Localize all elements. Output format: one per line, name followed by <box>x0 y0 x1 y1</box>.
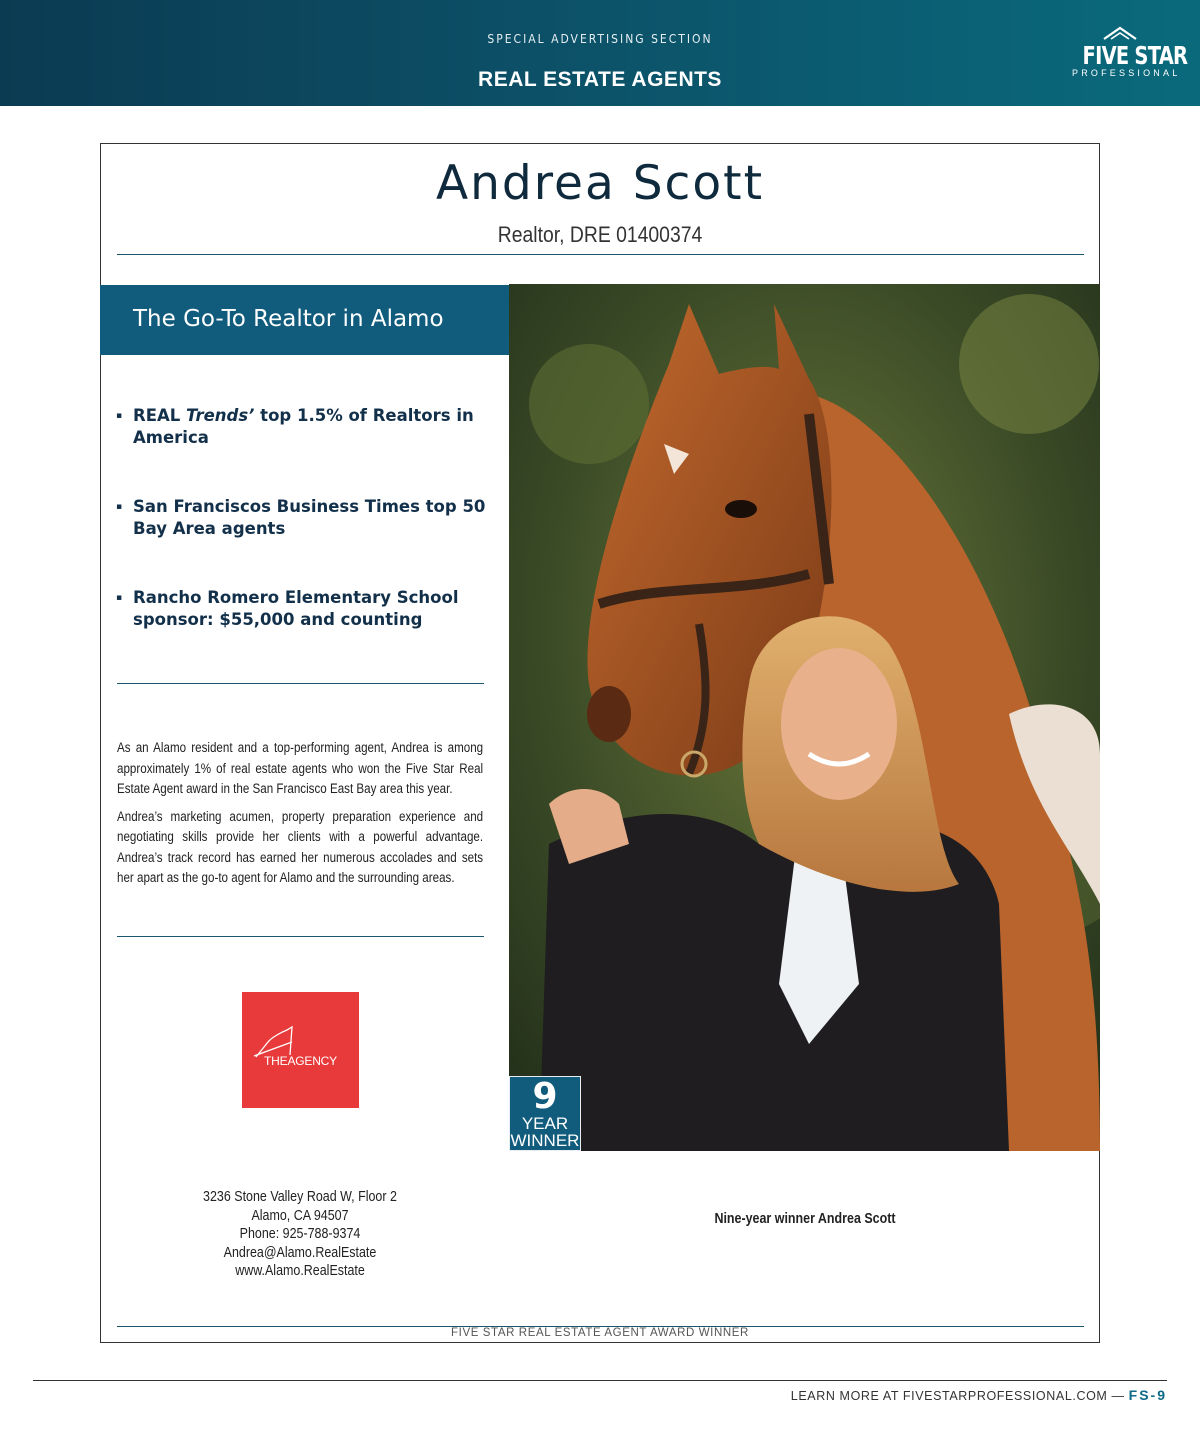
page-footer-divider <box>33 1380 1167 1381</box>
section-title: REAL ESTATE AGENTS <box>478 68 722 91</box>
contact-block <box>150 1188 450 1281</box>
photo-illustration <box>509 284 1100 1151</box>
agent-license: Realtor, DRE 01400374 <box>497 222 703 247</box>
highlight-rest: top 1.5% of Realtors in America <box>133 406 474 447</box>
header-band <box>0 0 1200 106</box>
bio-paragraph: Andrea’s marketing acumen, property preparation experience and negotiating skills provide her clients with a powerful advantage. Andrea’s track record has earned her numerous accolades and sets her apart as the go-to agent for Alamo and the surrounding areas. <box>117 808 484 885</box>
agency-name: THEAGENCY <box>264 1054 337 1068</box>
badge-line-year: YEAR <box>521 1114 569 1133</box>
page-footer <box>791 1387 1167 1403</box>
brand-subtitle: PROFESSIONAL <box>1072 68 1181 78</box>
bio-divider <box>117 936 484 937</box>
award-label: FIVE STAR REAL ESTATE AGENT AWARD WINNER <box>451 1327 749 1339</box>
badge-number: 9 <box>532 1076 558 1117</box>
highlight-prefix: REAL <box>133 406 187 425</box>
contact-phone: Phone: 925-788-9374 <box>239 1226 361 1243</box>
contact-street: 3236 Stone Valley Road W, Floor 2 <box>203 1189 397 1205</box>
tagline-text: The Go-To Realtor in Alamo <box>133 306 444 332</box>
highlight-item: ▪ Rancho Romero Elementary School sponsor: $55,000 and counting <box>116 587 486 631</box>
agent-photo-with-horse <box>509 284 1100 1151</box>
contact-email[interactable]: Andrea@Alamo.RealEstate <box>223 1244 377 1261</box>
tagline-banner <box>100 285 509 355</box>
agent-name: Andrea Scott <box>435 156 764 211</box>
contact-website[interactable]: www.Alamo.RealEstate <box>235 1263 365 1280</box>
contact-city: Alamo, CA 94507 <box>251 1207 349 1224</box>
brand-wordmark: FIVE STAR <box>1082 41 1188 70</box>
photo-caption: Nine-year winner Andrea Scott <box>714 1211 896 1227</box>
highlights-list <box>116 405 486 678</box>
five-star-logo <box>1072 26 1188 92</box>
nine-year-winner-badge <box>509 1076 581 1151</box>
highlight-italic: Trends’ <box>186 406 255 425</box>
highlight-item: ▪ San Franciscos Business Times top 50 Bay Area agents <box>116 496 486 540</box>
badge-line-winner: WINNER <box>510 1131 580 1150</box>
bio-paragraph: As an Alamo resident and a top-performing agent, Andrea is among approximately 1% of real estate agents who won the Five Star Real Estate Agent award in the San Francisco East Bay area this year. <box>117 740 484 796</box>
page-number: FS-9 <box>1128 1387 1167 1403</box>
footer-learn-more[interactable]: LEARN MORE AT FIVESTARPROFESSIONAL.COM — <box>790 1389 1129 1403</box>
bullets-divider <box>117 683 484 684</box>
the-agency-logo <box>242 992 359 1108</box>
highlight-item <box>116 405 486 449</box>
agent-bio <box>117 738 484 896</box>
roof-icon <box>1102 26 1138 40</box>
section-kicker: SPECIAL ADVERTISING SECTION <box>487 32 713 46</box>
agency-a-icon <box>242 992 359 1062</box>
title-divider <box>117 254 1084 255</box>
